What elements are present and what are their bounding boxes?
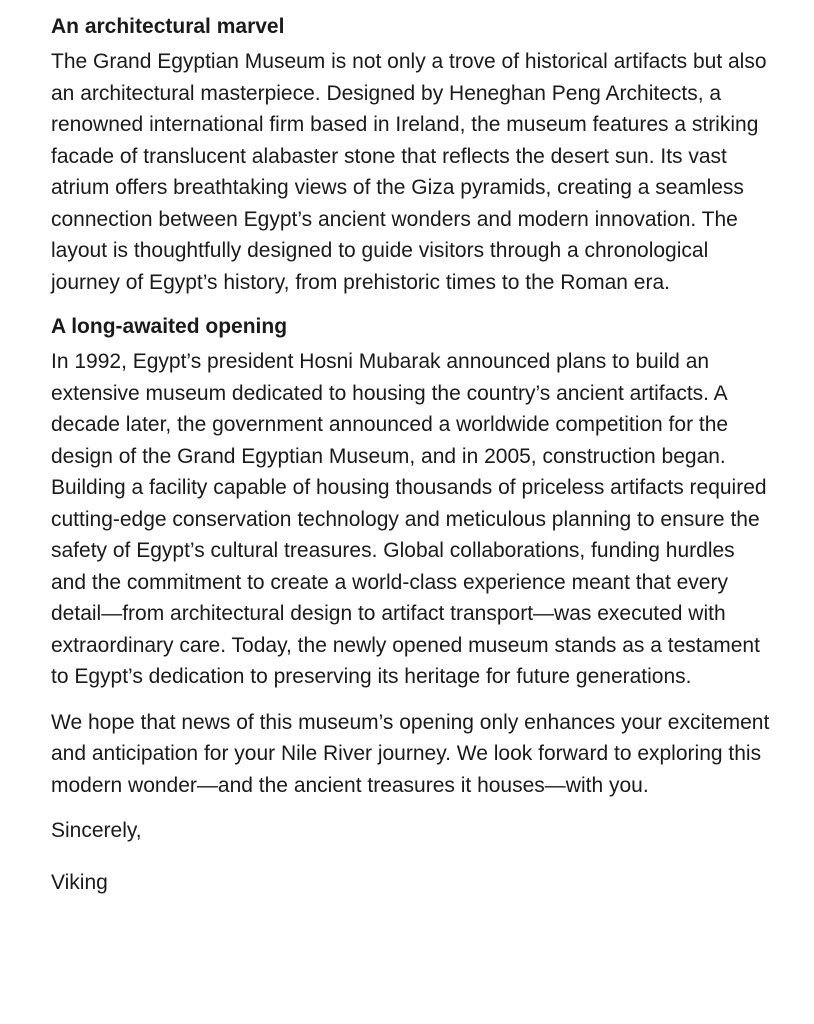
- section-heading: A long-awaited opening: [51, 315, 288, 338]
- section-architectural-marvel: [51, 12, 771, 298]
- sign-off-block: [51, 815, 771, 898]
- section-heading: An architectural marvel: [51, 15, 285, 38]
- section-long-awaited-opening: [51, 312, 771, 693]
- section-body: The Grand Egyptian Museum is not only a trove of historical artifacts but also an architectural masterpiece. Designed by Heneghan Peng Architects, a renowned international firm based in Ireland, the museum features a striking facade of translucent alabaster stone that reflects the desert sun. Its vast atrium offers breathtaking views of the Giza pyramids, creating a seamless connection between Egypt’s ancient wonders and modern innovation. The layout is thoughtfully designed to guide visitors through a chronological journey of Egypt’s history, from prehistoric times to the Roman era.: [51, 50, 767, 294]
- sign-off: Sincerely,: [51, 819, 142, 842]
- closing-paragraph: We hope that news of this museum’s opening only enhances your excitement and anticipation for your Nile River journey. We look forward to exploring this modern wonder—and the ancient treasures it houses—with you.: [51, 710, 770, 797]
- section-body: In 1992, Egypt’s president Hosni Mubarak announced plans to build an extensive museum dedicated to housing the country’s ancient artifacts. A decade later, the government announced a worldwide competition for the design of the Grand Egyptian Museum, and in 2005, construction began. Building a facility capable of housing thousands of priceless artifacts required cutting-edge conservation technology and meticulous planning to ensure the safety of Egypt’s cultural treasures. Global collaborations, funding hurdles and the commitment to create a world-class experience meant that every detail—from architectural design to artifact transport—was executed with extraordinary care. Today, the newly opened museum stands as a testament to Egypt’s dedication to preserving its heritage for future generations.: [51, 350, 767, 688]
- signature: Viking: [51, 870, 108, 894]
- letter-content: [51, 12, 771, 918]
